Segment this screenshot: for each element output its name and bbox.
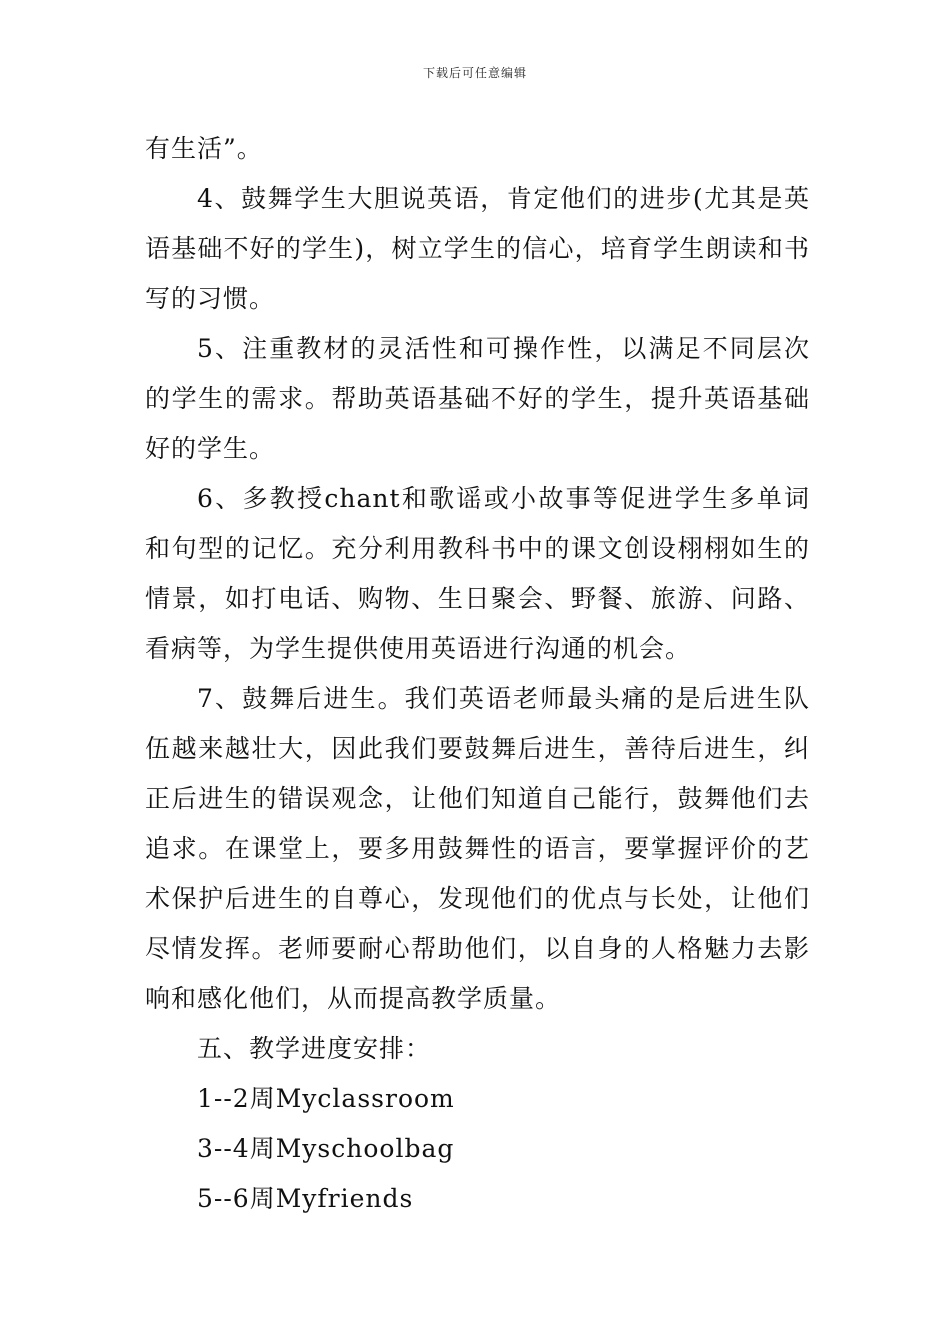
paragraph-item-4: 4、鼓舞学生大胆说英语，肯定他们的进步(尤其是英语基础不好的学生)，树立学生的信心，培育学生朗读和书写的习惯。 xyxy=(145,184,810,313)
schedule-item: 5--6周Myfriends xyxy=(197,1184,414,1213)
page-header: 下载后可任意编辑 xyxy=(422,66,527,80)
section-heading-schedule: 五、教学进度安排： xyxy=(197,1034,432,1063)
paragraph-item-5: 5、注重教材的灵活性和可操作性，以满足不同层次的学生的需求。帮助英语基础不好的学生，提升英语基础好的学生。 xyxy=(145,334,810,463)
document-body xyxy=(145,124,810,1224)
paragraph-item-6: 6、多教授chant和歌谣或小故事等促进学生多单词和句型的记忆。充分利用教科书中的课文创设栩栩如生的情景，如打电话、购物、生日聚会、野餐、旅游、问路、看病等，为学生提供使用英语进行沟通的机会。 xyxy=(145,484,810,663)
paragraph-continuation: 有生活”。 xyxy=(145,134,263,163)
paragraph-item-7: 7、鼓舞后进生。我们英语老师最头痛的是后进生队伍越来越壮大，因此我们要鼓舞后进生，善待后进生，纠正后进生的错误观念，让他们知道自己能行，鼓舞他们去追求。在课堂上，要多用鼓舞性的语言，要掌握评价的艺术保护后进生的自尊心，发现他们的优点与长处，让他们尽情发挥。老师要耐心帮助他们，以自身的人格魅力去影响和感化他们，从而提高教学质量。 xyxy=(145,684,810,1013)
schedule-item: 3--4周Myschoolbag xyxy=(197,1134,455,1163)
schedule-item: 1--2周Myclassroom xyxy=(197,1084,455,1113)
